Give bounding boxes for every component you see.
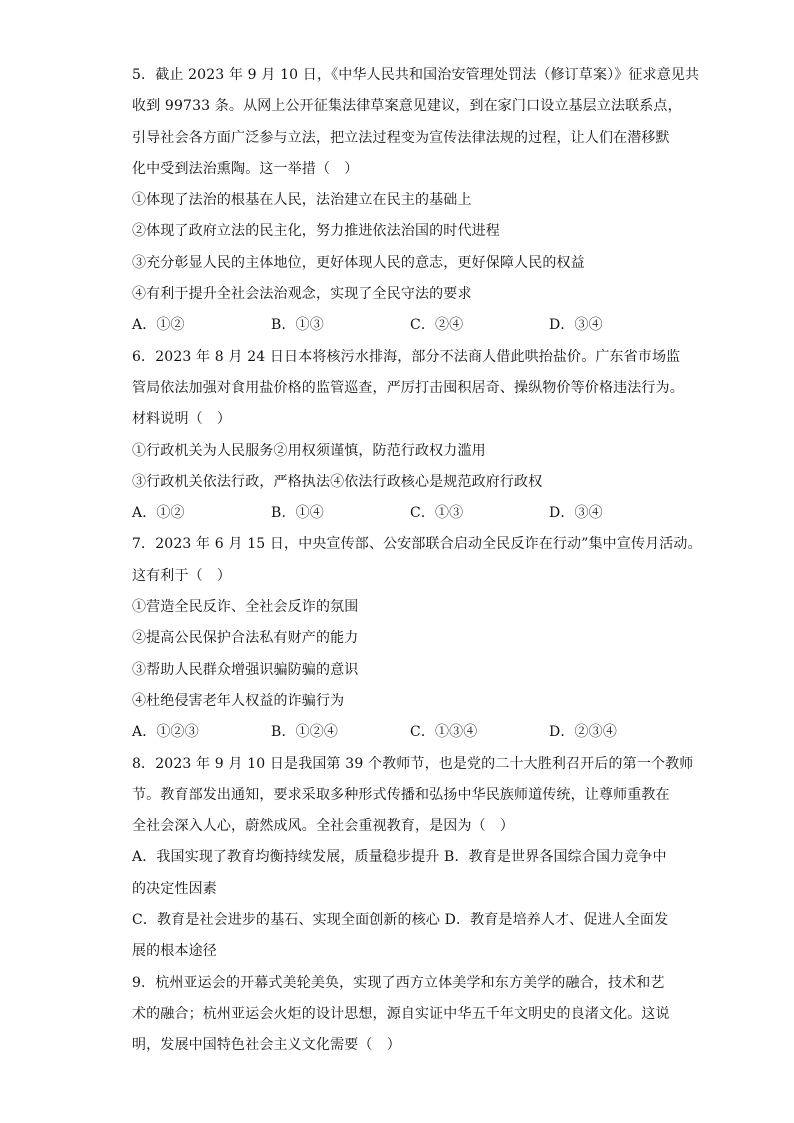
question-5-option-b: B．①③ (271, 317, 324, 334)
question-8-stem-line: 节。教育部发出通知，要求采取多种形式传播和弘扬中华民族师道传统，让尊师重教在 (132, 786, 670, 803)
question-5-item-3: ③充分彰显人民的主体地位，更好体现人民的意志，更好保障人民的权益 (132, 254, 585, 271)
question-7-option-d: D．②③④ (549, 724, 617, 741)
question-7-stem-line: 7．2023 年 6 月 15 日，中央宣传部、公安部联合启动全民反诈在行动”集中宣传月活动。 (132, 536, 702, 553)
question-7-stem-line: 这有利于（ ） (132, 567, 232, 584)
question-5-option-d: D．③④ (549, 317, 603, 334)
question-7-options (132, 717, 672, 748)
question-5-stem-line: 收到 99733 条。从网上公开征集法律草案意见建议，到在家门口设立基层立法联系点， (132, 98, 682, 115)
question-9 (132, 968, 672, 1062)
question-6-option-c: C．①③ (410, 505, 464, 522)
question-6-options (132, 498, 672, 529)
question-7-item-1: ①营造全民反诈、全社会反诈的氛围 (132, 599, 359, 616)
question-9-stem-line: 明，发展中国特色社会主义文化需要（ ） (132, 1037, 401, 1054)
question-6-option-a: A．①② (132, 505, 185, 522)
question-9-stem-line: 9．杭州亚运会的开幕式美轮美奂，实现了西方立体美学和东方美学的融合，技术和艺 (132, 974, 665, 991)
question-6-stem-line: 材料说明（ ） (132, 411, 232, 428)
question-8-choice-line: C．教育是社会进步的基石、实现全面创新的核心 D．教育是培养人才、促进人全面发 (132, 912, 669, 929)
question-7-option-c: C．①③④ (410, 724, 478, 741)
question-5-item-1: ①体现了法治的根基在人民，法治建立在民主的基础上 (132, 192, 472, 209)
question-6-item-line: ③行政机关依法行政，严格执法④依法行政核心是规范政府行政权 (132, 473, 543, 490)
question-8-choice-line: 展的根本途径 (132, 943, 217, 960)
question-6 (132, 342, 684, 530)
question-5-options (132, 310, 672, 341)
question-6-option-b: B．①④ (271, 505, 324, 522)
question-8-stem-line: 全社会深入人心，蔚然成风。全社会重视教育，是因为（ ） (132, 818, 515, 835)
question-5-stem-line: 5．截止 2023 年 9 月 10 日，《中华人民共和国治安管理处罚法（修订草案）》征求意见共 (132, 67, 700, 83)
question-5-item-2: ②体现了政府立法的民主化，努力推进依法治国的时代进程 (132, 223, 500, 240)
question-5-stem-line: 引导社会各方面广泛参与立法，把立法过程变为宣传法律法规的过程，让人们在潜移默 (132, 129, 670, 146)
question-8-stem-line: 8．2023 年 9 月 10 日是我国第 39 个教师节，也是党的二十大胜利召开后的第一个教师 (132, 755, 694, 772)
question-list (132, 60, 702, 1062)
question-7 (132, 529, 702, 748)
question-8-choice-line: A．我国实现了教育均衡持续发展，质量稳步提升 B．教育是世界各国综合国力竞争中 (132, 849, 667, 866)
question-6-stem-line: 6．2023 年 8 月 24 日日本将核污水排海，部分不法商人借此哄抬盐价。广东省市场监 (132, 348, 681, 365)
question-7-item-4: ④杜绝侵害老年人权益的诈骗行为 (132, 692, 345, 709)
question-5-option-c: C．②④ (410, 317, 464, 334)
question-8-choice-line: 的决定性因素 (132, 880, 217, 897)
question-7-option-b: B．①②④ (271, 724, 339, 741)
question-6-item-line: ①行政机关为人民服务②用权须谨慎，防范行政权力滥用 (132, 442, 486, 459)
question-7-item-3: ③帮助人民群众增强识骗防骗的意识 (132, 661, 359, 678)
question-6-stem-line: 管局依法加强对食用盐价格的监管巡查，严厉打击囤积居奇、操纵物价等价格违法行为。 (132, 379, 684, 396)
question-7-option-a: A．①②③ (132, 724, 199, 741)
question-8 (132, 749, 694, 968)
question-5-stem-line: 化中受到法治熏陶。这一举措（ ） (132, 160, 359, 177)
question-5-option-a: A．①② (132, 317, 185, 334)
question-6-option-d: D．③④ (549, 505, 603, 522)
question-9-stem-line: 术的融合；杭州亚运会火炬的设计思想，源自实证中华五千年文明史的良渚文化。这说 (132, 1005, 670, 1022)
question-7-item-2: ②提高公民保护合法私有财产的能力 (132, 630, 359, 647)
question-5-item-4: ④有利于提升全社会法治观念，实现了全民守法的要求 (132, 286, 472, 303)
question-5 (132, 60, 700, 342)
